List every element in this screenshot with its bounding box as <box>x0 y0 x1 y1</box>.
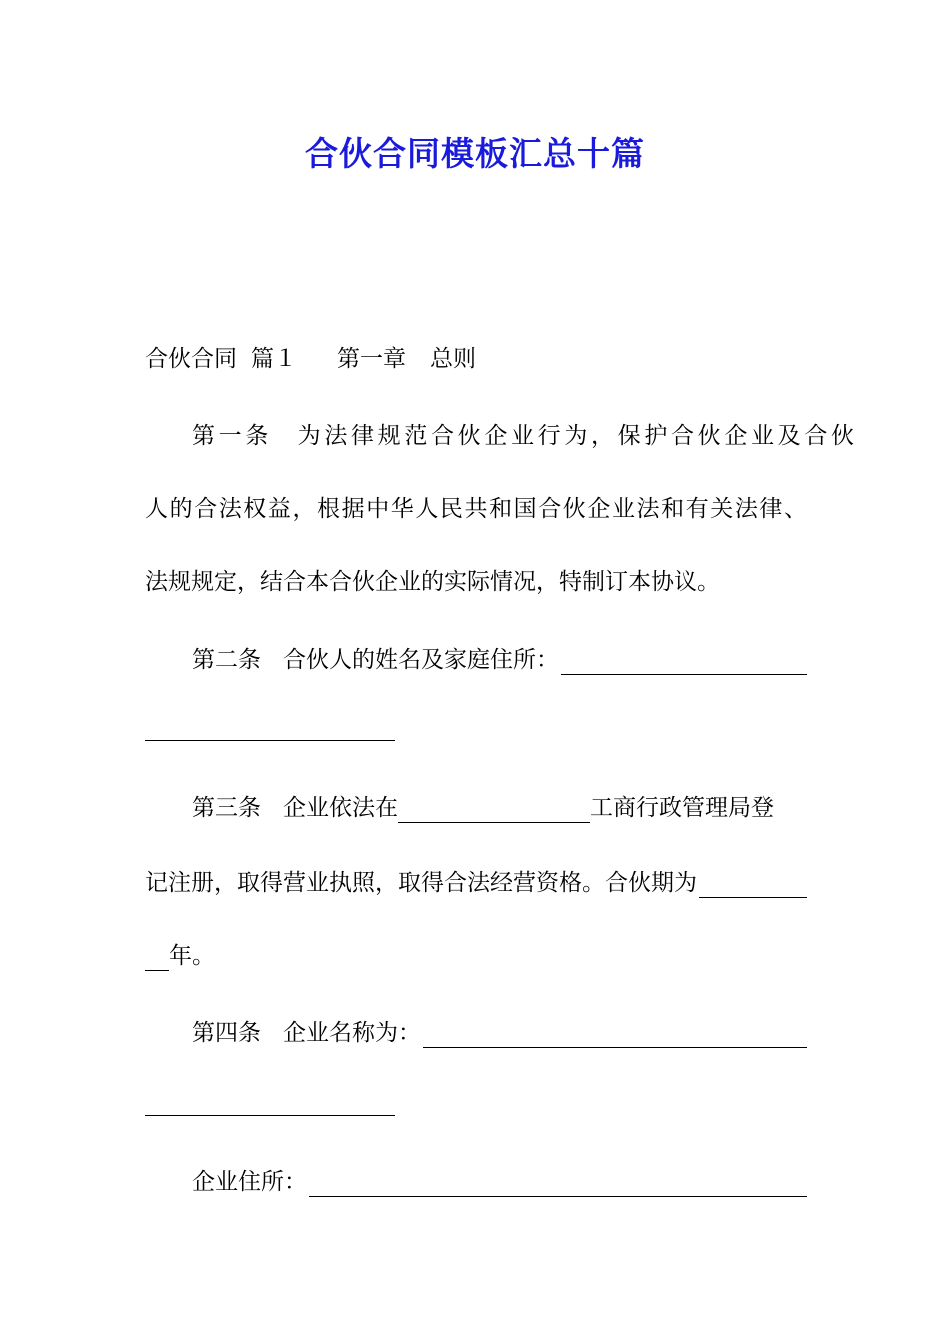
address-label: 企业住所： <box>192 1169 307 1195</box>
article-1-text-2: 人的合法权益，根据中华人民共和国合伙企业法和有关法律、 <box>145 496 807 522</box>
article-3-text-a: 企业依法在 <box>283 795 398 821</box>
address-line <box>145 1167 807 1197</box>
article-3-term-blank <box>699 875 807 898</box>
article-3-line-3 <box>145 941 807 971</box>
article-1-line-2 <box>145 494 807 524</box>
chapter-title: 总则 <box>430 346 476 372</box>
part-label: 合伙合同 <box>145 346 237 372</box>
document-title: 合伙合同模板汇总十篇 <box>305 134 645 173</box>
article-4-text: 企业名称为： <box>283 1020 421 1046</box>
article-1-label: 第一条 <box>192 423 272 449</box>
article-1-text-3: 法规规定，结合本合伙企业的实际情况，特制订本协议。 <box>145 569 720 595</box>
article-3-term-blank-continued <box>145 948 169 971</box>
article-3-office-blank <box>398 800 590 823</box>
article-3-text-b: 工商行政管理局登 <box>590 795 774 821</box>
article-2-label: 第二条 <box>192 647 261 673</box>
article-4-label: 第四条 <box>192 1020 261 1046</box>
article-3-text-2: 记注册，取得营业执照，取得合法经营资格。合伙期为 <box>145 870 697 896</box>
article-3-text-3: 年。 <box>169 943 215 969</box>
article-1-text-1: 为法律规范合伙企业行为，保护合伙企业及合伙 <box>294 423 854 449</box>
article-2-text: 合伙人的姓名及家庭住所： <box>283 647 559 673</box>
article-3-line-1 <box>145 793 807 823</box>
part-number: 篇１ <box>251 346 297 372</box>
article-2-blank-continued <box>145 740 395 741</box>
address-blank <box>309 1174 807 1197</box>
article-3-line-2 <box>145 868 807 898</box>
chapter-label: 第一章 <box>337 346 406 372</box>
section-heading <box>145 344 807 374</box>
article-4-blank <box>423 1025 807 1048</box>
article-2-line-1 <box>145 645 807 675</box>
article-2-blank <box>561 652 807 675</box>
article-4-line-1 <box>145 1018 807 1048</box>
article-4-blank-continued <box>145 1115 395 1116</box>
article-1-line-1 <box>145 421 854 451</box>
article-3-label: 第三条 <box>192 795 261 821</box>
article-1-line-3 <box>145 567 807 597</box>
